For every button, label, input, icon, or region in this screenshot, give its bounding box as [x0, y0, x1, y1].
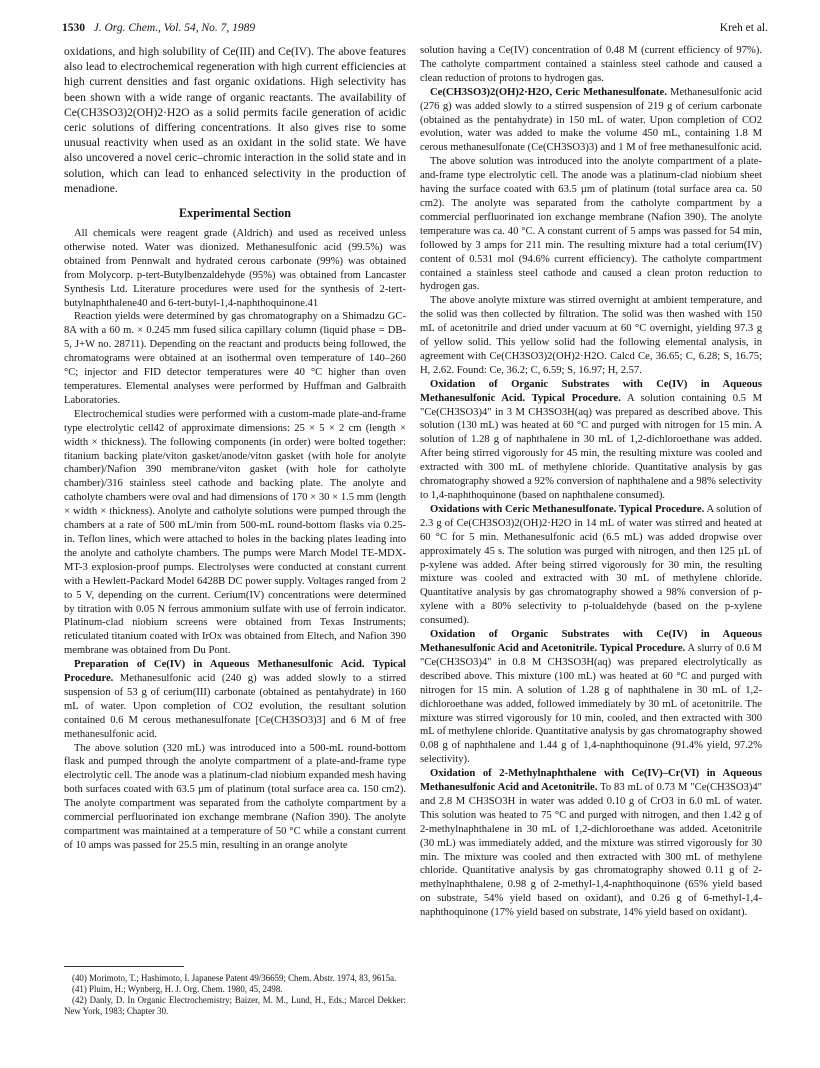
paragraph-gc: Reaction yields were determined by gas chromatography on a Shimadzu GC-8A with a 60 m. × 0.245 mm fused silica capillary column (liquid phase = DB-5, J+W no. 28711). Depending on the reactant and products being followed, the chromatograms were obtained at an isothermal oven temperature of 140–260 °C; injector and FID detector temperatures were 40 °C higher than oven temperatures. Elemental analyses were performed by Huffman and Galbraith Laboratories.	[64, 311, 406, 406]
header-left	[62, 22, 255, 34]
oxidation-1-heading: Oxidation of Organic Substrates with Ce(IV) in Aqueous Methanesulfonic Acid. Typical Procedure.	[420, 378, 762, 404]
paragraph-prep-2: The above solution (320 mL) was introduced into a 500-mL round-bottom flask and pumped through the anolyte compartment of a plate-and-frame type electrolytic cell. The anode was a platinum-clad niobium expanded mesh having both surfaces coated with 63.5 µm of platinum (total surface area ca. 150 cm2). The anolyte compartment was separated from the catholyte compartment by a commercial perfluorinated ion exchange membrane (Nafion 390). The anolyte compartment was maintained at a temperature of 50 °C while a constant current of 10 amps was passed for 25.5 min, resulting in an orange anolyte	[64, 742, 406, 851]
paragraph-oxidation-3	[420, 628, 762, 767]
paragraph-continuation: solution having a Ce(IV) concentration of 0.48 M (current efficiency of 97%). The catholyte compartment contained a stainless steel cathode and caused a clean reduction of protons to hydrogen gas.	[420, 45, 762, 84]
oxidation-2-text: A solution of 2.3 g of Ce(CH3SO3)2(OH)2·H2O in 14 mL of water was stirred and heated at 60 °C for 5 min. Methanesulfonic acid (6.5 mL) was added dropwise over approximately 45 s. The solution was purged with nitrogen, and then 125 µL of p-xylene was added. After being stirred vigorously for 30 min, the resulting mixture was cooled and extracted with 30 mL of methylene chloride. Quantitative analysis by gas chromatography showed a 98% conversion of p-xylene with a 80% selectivity to p-tolualdehyde (based on the p-xylene consumed).	[420, 503, 762, 627]
prep-text: Methanesulfonic acid (240 g) was added slowly to a stirred suspension of 53 g of cerium(III) carbonate (obtained as pentahydrate) in 160 mL of water. Upon completion of CO2 evolution, the resultant solution contained 0.6 M cerous methanesulfonate [Ce(CH3SO3)3] and 6 M of free methanesulfonic acid.	[64, 673, 406, 740]
oxidation-3-text: A slurry of 0.6 M "Ce(CH3SO3)4" in 0.8 M CH3SO3H(aq) was prepared electrolytically as described above. This mixture (100 mL) was heated at 60 °C and purged with nitrogen for 15 min. A solution of 1.28 g of naphthalene in 30 mL of 1,2-dichloroethane was added, followed immediately by 30 mL of acetonitrile. The mixture was stirred vigorously for 10 min, cooled, and then extracted with 300 mL of methylene chloride. Quantitative analysis by gas chromatography showed 0.08 g of naphthalene and 1.44 g of 1,4-naphthoquinone (91.4% yield, 97.2% selectivity).	[420, 642, 762, 766]
right-column	[420, 44, 762, 920]
intro-paragraph: oxidations, and high solubility of Ce(III) and Ce(IV). The above features also lead to electrochemical regeneration with high current efficiencies at high current densities and fast organic oxidations. High selectivity has been shown with a wide range of organic reactants. The availability of Ce(CH3SO3)2(OH)2·H2O as a solid permits facile generation of acidic ceric solutions of differing concentrations. It also gives rise to some unusual reactivity when used as an oxidant in the solid state. We have also uncovered a novel ceric–chromic interaction in the solid state and in solution, which can lead to enhanced selectivity in the production of menadione.	[64, 45, 406, 195]
paragraph-electrochem: Electrochemical studies were performed with a custom-made plate-and-frame type electrolytic cell42 of approximate dimensions: 25 × 5 × 2 cm (length × width × thickness). The following components (in order) were bolted together: titanium backing plate/viton gasket/anode/viton gasket (with hole for anolyte chamber)/Nafion 390 membrane/viton gasket (with hole for catholyte chamber)/316 stainless steel cathode and backing plate. The anolyte and catholyte chambers were oval and had dimensions of 170 × 30 × 1.5 mm (length × width × thickness). Anolyte and catholyte solutions were pumped through the chambers at a rate of 500 mL/min from 500-mL round-bottom flasks via 0.25-in. Teflon lines, which were attached to holes in the backing plates leading into the anolyte and catholyte chambers. The pumps were March Model TE-MDX-MT-3 explosion-proof pumps. Electrolyses were conducted at constant current with a Hewlett-Packard Model 6428B DC power supply. Voltages ranged from 2 to 5 V, depending on the current. Cerium(IV) concentrations were determined by titration with 0.05 N ferrous ammonium sulfate with use of ferroin indicator. Platinum-clad niobium screens were obtained from Texas Instruments; reticulated titanium coated with IrOx was obtained from Eltech, and Nafion 390 membrane was obtained from Du Pont.	[64, 408, 406, 657]
paragraph-prep	[64, 658, 406, 741]
oxidation-4-heading: Oxidation of 2-Methylnaphthalene with Ce(IV)–Cr(VI) in Aqueous Methanesulfonic Acid and Acetonitrile.	[420, 768, 762, 794]
ceric-text: Methanesulfonic acid (276 g) was added slowly to a stirred suspension of 219 g of cerium carbonate (obtained as the pentahydrate) in 150 mL of water. Upon completion of CO2 evolution, water was added to make the volume 450 mL, containing 1.8 M cerous methanesulfonate (Ce(CH3SO3)3) and 1 M of free methanesulfonic acid.	[420, 86, 762, 154]
oxidation-4-text: To 83 mL of 0.73 M "Ce(CH3SO3)4" and 2.8 M CH3SO3H in water was added 0.10 g of CrO3 in 6.0 mL of water. This solution was heated to 75 °C and purged with nitrogen, and then 1.42 g of 2-methylnaphthalene in 30 mL of 1,2-dichloroethane was added. Acetonitrile (30 mL) was immediately added, and the mixture was stirred vigorously for 30 min. The mixture was cooled and then extracted with 300 mL of methylene chloride. Quantitative analysis by gas chromatography showed 0.11 g of 2-methylnaphthalene, 0.98 g of 2-methyl-1,4-naphthoquinone (65% yield based on substrate, 54% yield based on oxidant), and 0.26 g of 6-methyl-1,4-naphthoquinone (17% yield based on substrate, 14% yield based on oxidant).	[420, 782, 762, 919]
paragraph-chemicals: All chemicals were reagent grade (Aldrich) and used as received unless otherwise noted. Water was dionized. Methanesulfonic acid (99.5%) was obtained from Pennwalt and hydrated cerous carbonate (99%) was obtained from Molycorp. p-tert-Butylbenzaldehyde (95%) was obtained from Lancaster Synthesis Ltd. Literature procedures were used for the synthesis of 2-tert-butylnaphthalene40 and 6-tert-butyl-1,4-naphthoquinone.41	[64, 228, 406, 309]
ceric-heading: Ce(CH3SO3)2(OH)2·H2O, Ceric Methanesulfonate.	[430, 86, 667, 98]
paragraph-oxidation-2	[420, 503, 762, 628]
page-number: 1530	[62, 22, 85, 34]
footnote-40: (40) Morimoto, T.; Hashimoto, I. Japanese Patent 49/36659; Chem. Abstr. 1974, 83, 9615a.	[72, 973, 397, 983]
paragraph-ceric-2: The above solution was introduced into the anolyte compartment of a plate-and-frame type electrolytic cell. The anode was a platinum-clad niobium sheet having the surface coated with 63.5 µm of platinum (total surface area ca. 50 cm2). The anolyte was separated from the catholyte compartment by a commercial perfluorinated ion exchange membrane (Nafion 390). The anolyte temperature was ca. 40 °C. A constant current of 5 amps was passed for 54 min, followed by 3 amps for 211 min. The resulting mixture had a total cerium(IV) content of 0.531 mol (94.6% current efficiency). The catholyte compartment contained a stainless steel cathode and caused a clean proton reduction to hydrogen gas.	[420, 156, 762, 293]
footnote-rule	[64, 966, 184, 967]
oxidation-2-heading: Oxidations with Ceric Methanesulfonate. Typical Procedure.	[430, 503, 705, 515]
header-authors: Kreh et al.	[719, 22, 768, 34]
paragraph-ceric-3: The above anolyte mixture was stirred overnight at ambient temperature, and the solid was then collected by filtration. The solid was then washed with 150 mL of acetonitrile and dried under vacuum at 60 °C overnight, yielding 97.3 g of yellow solid. This yellow solid had the following elemental analysis, in agreement with Ce(CH3SO3)2(OH)2·H2O. Calcd Ce, 36.65; C, 6.28; S, 16.75; H, 2.62. Found: Ce, 36.2; C, 6.59; S, 16.97; H, 2.57.	[420, 295, 762, 376]
left-column	[64, 44, 406, 853]
journal-citation: J. Org. Chem., Vol. 54, No. 7, 1989	[93, 22, 256, 34]
footnote-42: (42) Danly, D. In Organic Electrochemistry; Baizer, M. M., Lund, H., Eds.; Marcel Dekker: New York, 1983; Chapter 30.	[64, 995, 406, 1016]
footnote-41: (41) Pluim, H.; Wynberg, H. J. Org. Chem. 1980, 45, 2498.	[72, 984, 283, 994]
paragraph-oxidation-1	[420, 378, 762, 503]
footnotes	[64, 966, 406, 1017]
oxidation-1-text: A solution containing 0.5 M "Ce(CH3SO3)4" in 3 M CH3SO3H(aq) was prepared as described above. This solution (130 mL) was heated at 60 °C and purged with nitrogen for 15 min. A solution of 1.28 g of naphthalene in 30 mL of 1,2-dichloroethane was added. After being stirred vigorously for 45 min, the resulting mixture was cooled and extracted with 300 mL of methylene chloride. Quantitative analysis by gas chromatography showed a 92% conversion of naphthalene and a 98% selectivity to 1,4-naphthoquinone (based on naphthalene consumed).	[420, 392, 762, 501]
prep-heading: Preparation of Ce(IV) in Aqueous Methanesulfonic Acid. Typical Procedure.	[64, 659, 406, 685]
oxidation-3-heading: Oxidation of Organic Substrates with Ce(IV) in Aqueous Methanesulfonic Acid and Acetonitrile. Typical Procedure.	[420, 629, 762, 654]
running-header	[62, 22, 768, 40]
paragraph-ceric	[420, 86, 762, 156]
section-title: Experimental Section	[178, 206, 292, 221]
paragraph-oxidation-4	[420, 767, 762, 920]
